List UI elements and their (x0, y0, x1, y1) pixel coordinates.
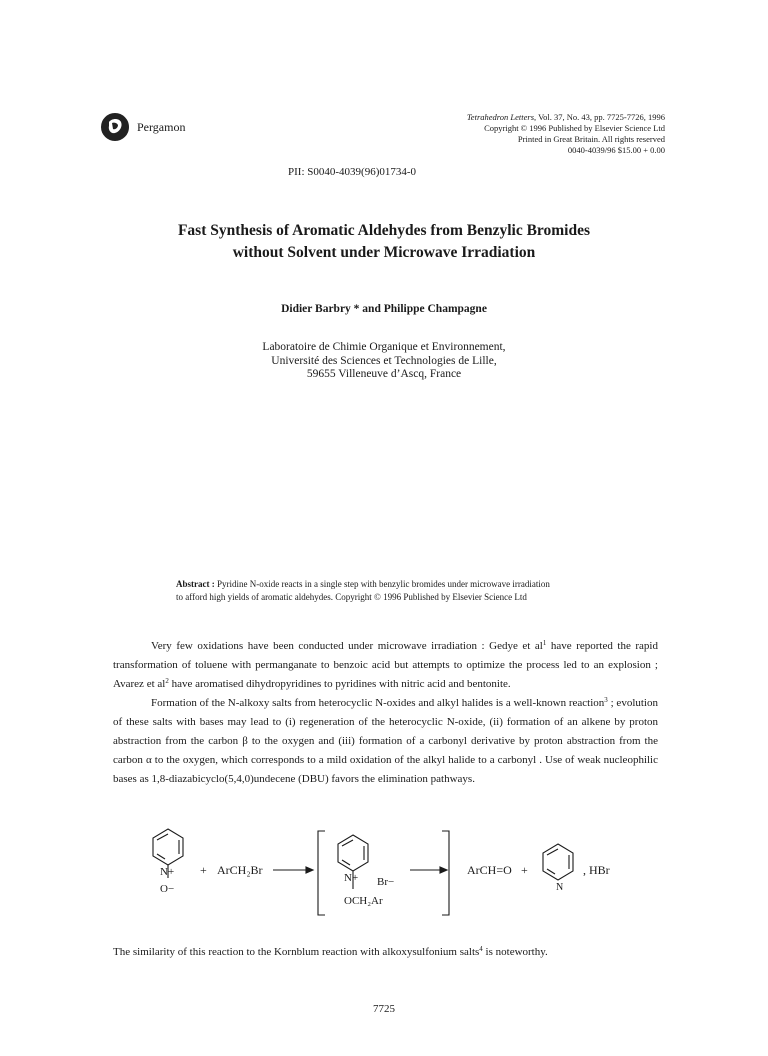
paragraph-1 (113, 637, 658, 694)
och2ar-label: OCH₂Ar (344, 895, 383, 907)
reference-3: 3 (604, 696, 608, 704)
copyright-line: Copyright © 1996 Published by Elsevier Science Ltd (484, 123, 665, 133)
product-label: ArCH=O (467, 863, 512, 877)
affiliation (150, 341, 618, 382)
hbr-label: , HBr (583, 863, 610, 877)
publisher-name: Pergamon (137, 120, 186, 134)
paragraph-1-part-b: have reported the rapid transformation of toluene with permanganate to benzoic acid but attempts to optimize the process led to an explosion ; Avarez et al (113, 640, 658, 690)
bromide-label: Br− (377, 876, 395, 888)
affiliation-line-3: 59655 Villeneuve d’Ascq, France (306, 368, 462, 380)
paragraph-1-part-a: Very few oxidations have been conducted under microwave irradiation : Gedye et al (151, 640, 543, 652)
title-line-2: without Solvent under Microwave Irradiation (232, 244, 536, 261)
paragraph-2 (113, 694, 658, 789)
abstract-line-2: to afford high yields of aromatic aldehydes. Copyright © 1996 Published by Elsevier Science Ltd (176, 592, 527, 602)
journal-citation (365, 112, 665, 123)
journal-details: , Vol. 37, No. 43, pp. 7725-7726, 1996 (534, 112, 665, 122)
n-plus-label: N+ (160, 866, 175, 878)
paragraph-2-part-a: Formation of the N-alkoxy salts from heterocyclic N-oxides and alkyl halides is a well-known reaction (151, 697, 605, 709)
plus-sign-2: + (521, 863, 528, 877)
authors: Didier Barbry * and Philippe Champagne (281, 303, 487, 315)
pii: PII: S0040-4039(96)01734-0 (288, 166, 417, 178)
abstract-text-1: Pyridine N-oxide reacts in a single step with benzylic bromides under microwave irradiation (214, 579, 550, 589)
reference-4: 4 (479, 945, 483, 953)
body-text (113, 637, 658, 789)
publisher-logo (100, 112, 130, 142)
bracket-left (318, 831, 325, 915)
conclusion-text-b: is noteworthy. (482, 946, 548, 958)
conclusion-text-a: The similarity of this reaction to the Kornblum reaction with alkoxysulfonium salts (113, 946, 480, 958)
abstract-line-1 (176, 578, 616, 591)
title-line-1: Fast Synthesis of Aromatic Aldehydes from Benzylic Bromides (177, 222, 591, 239)
affiliation-line-1: Laboratoire de Chimie Organique et Environnement, (262, 341, 506, 353)
bracket-right (442, 831, 449, 915)
concluding-sentence (113, 946, 548, 958)
o-minus-label: O− (160, 883, 175, 895)
abstract (176, 578, 616, 604)
n-plus-label-2: N+ (344, 872, 359, 884)
pyridine-n-label: N (556, 882, 564, 893)
printed-line: Printed in Great Britain. All rights reserved (517, 134, 665, 144)
paragraph-1-part-c: have aromatised dihydropyridines to pyridines with nitric acid and bentonite. (168, 678, 511, 690)
journal-name: Tetrahedron Letters (466, 112, 535, 122)
reaction-scheme (130, 823, 650, 923)
journal-info (365, 112, 665, 156)
reference-2: 2 (165, 677, 169, 685)
issn-price: 0040-4039/96 $15.00 + 0.00 (567, 145, 665, 155)
article-title (120, 220, 648, 264)
pyridine-ring-product (543, 844, 573, 880)
reagent-label: ArCH₂Br (217, 863, 263, 877)
page-number: 7725 (373, 1003, 395, 1015)
affiliation-line-2: Université des Sciences et Technologies de Lille, (271, 354, 497, 367)
plus-sign-1: + (200, 863, 207, 877)
abstract-label: Abstract : (176, 579, 215, 589)
reference-1: 1 (542, 639, 547, 647)
paragraph-2-part-b: ; evolution of these salts with bases may lead to (i) regeneration of the heterocyclic N-oxide, (ii) formation of an alkene by proton abstraction from the carbon β to the oxygen and (iii) formation of a carbonyl derivative by proton abstraction from the carbon α to the oxygen, which corresponds to a mild oxidation of the alkyl halide to a carbonyl . Use of weak nucleophilic bases as 1,8-diazabicyclo(5,4,0)undecene (DBU) favors the elimination pathways. (113, 697, 658, 785)
